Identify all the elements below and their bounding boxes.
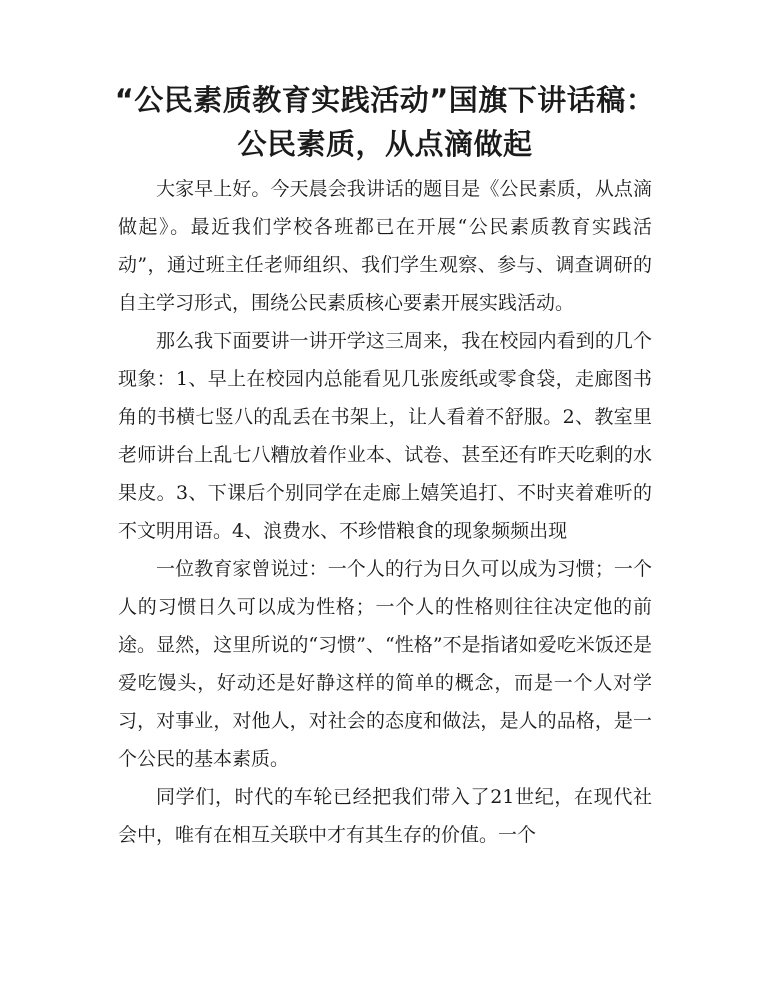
- document-title: “公民素质教育实践活动”国旗下讲话稿：公民素质，从点滴做起: [114, 83, 656, 161]
- paragraph-modern-society: 同学们，时代的车轮已经把我们带入了21世纪，在现代社会中，唯有在相互关联中才有其生存的价值。一个: [118, 786, 652, 846]
- paragraph-observations: 那么我下面要讲一讲开学这三周来，我在校园内看到的几个现象：1、早上在校园内总能看见几张废纸或零食袋，走廊图书角的书横七竖八的乱丢在书架上，让人看着不舒服。2、教室里老师讲台上乱七八糟放着作业本、试卷、甚至还有昨天吃剩的水果皮。3、下课后个别同学在走廊上嬉笑追打、不时夹着难听的不文明用语。4、浪费水、不珍惜粮食的现象频频出现: [118, 330, 652, 542]
- paragraph-greeting: 大家早上好。今天晨会我讲话的题目是《公民素质，从点滴做起》。最近我们学校各班都已在开展“公民素质教育实践活动”，通过班主任老师组织、我们学生观察、参与、调查调研的自主学习形式，围绕公民素质核心要素开展实践活动。: [118, 178, 652, 314]
- document-body: [118, 170, 652, 854]
- paragraph-educator-quote: 一位教育家曾说过：一个人的行为日久可以成为习惯；一个人的习惯日久可以成为性格；一个人的性格则往往决定他的前途。显然，这里所说的“习惯”、“性格”不是指诸如爱吃米饭还是爱吃馒头，好动还是好静这样的简单的概念，而是一个人对学习，对事业，对他人，对社会的态度和做法，是人的品格，是一个公民的基本素质。: [118, 558, 652, 770]
